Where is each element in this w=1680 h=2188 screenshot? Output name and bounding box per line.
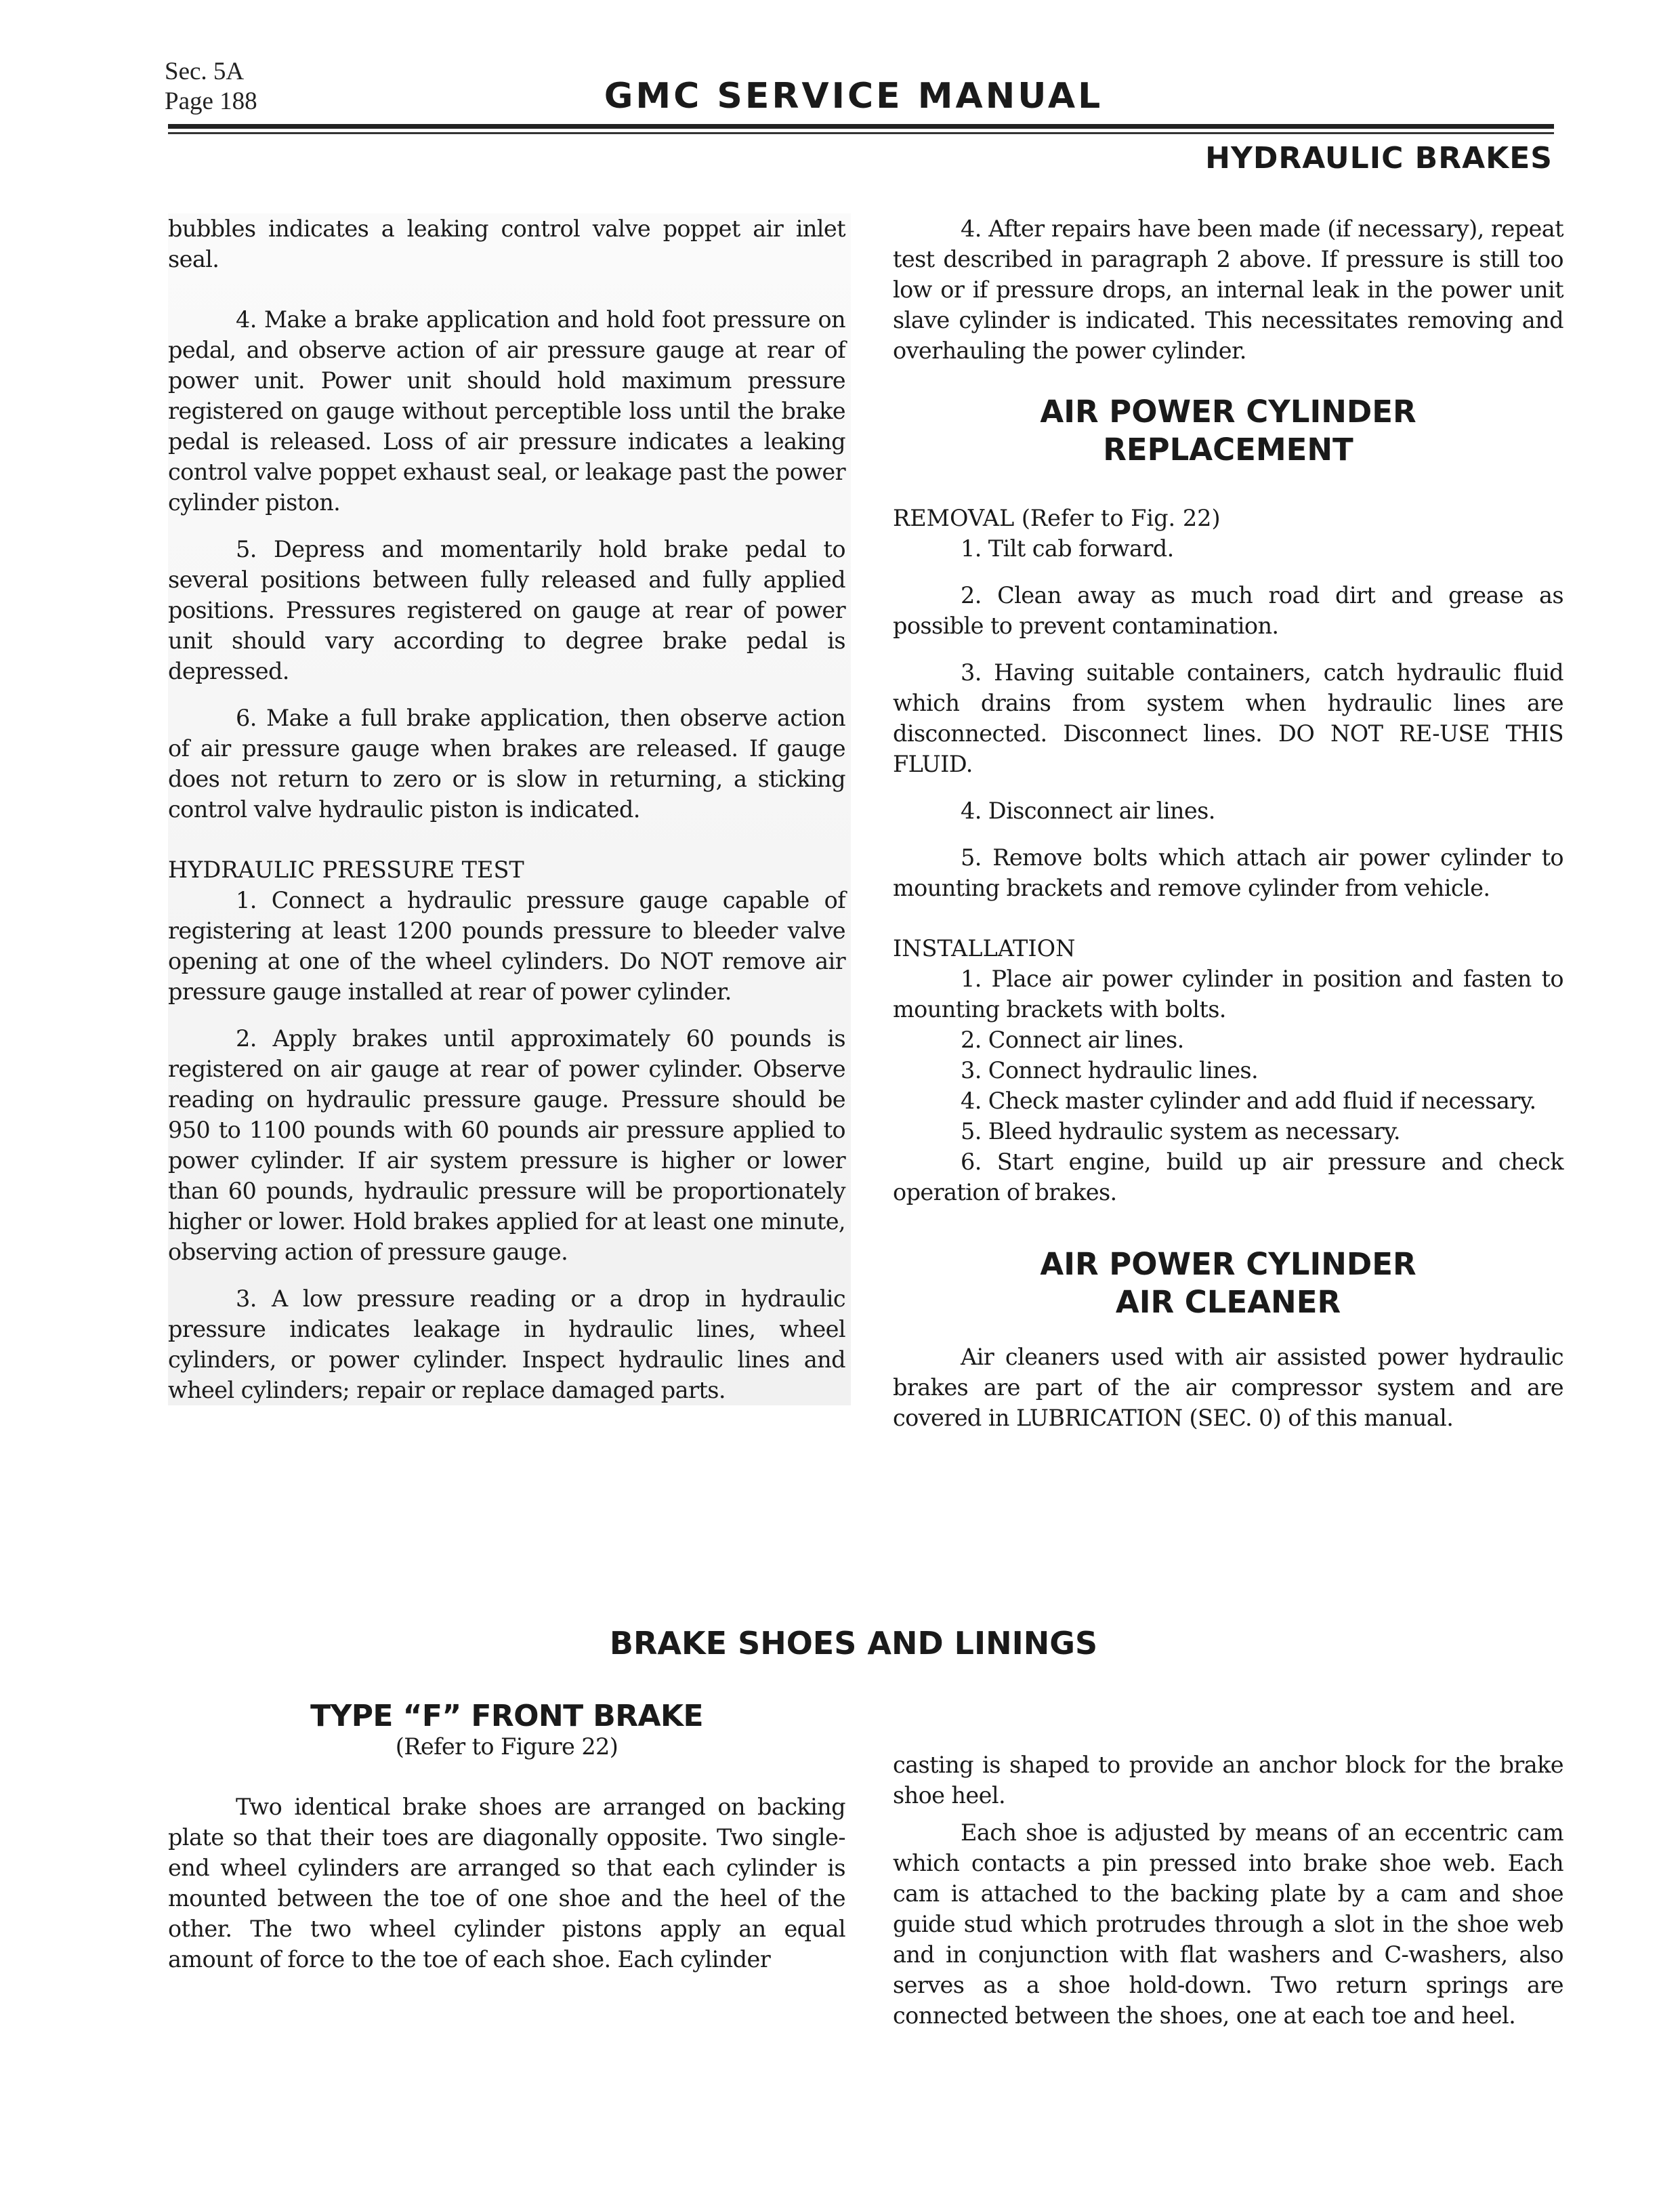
removal-step: 3. Having suitable containers, catch hydraulic fluid which drains from system when hydraulic lines are disconnected. Disconnect lines. DO NOT RE-USE THIS FLUID.	[893, 659, 1563, 777]
paragraph-step-5: 5. Depress and momentarily hold brake pedal to several positions between fully released and fully applied positions. Pressures registered on gauge at rear of power unit should vary according to degree brake pedal is depressed.	[168, 536, 845, 684]
right-column-top	[893, 213, 1563, 1449]
header-rule-thin	[168, 132, 1554, 134]
paragraph-continued: bubbles indicates a leaking control valve poppet air inlet seal.	[168, 215, 845, 272]
section-title: HYDRAULIC BRAKES	[1205, 141, 1553, 176]
left-column-bottom	[168, 1701, 845, 1991]
removal-heading: REMOVAL (Refer to Fig. 22)	[893, 505, 1221, 531]
installation-heading: INSTALLATION	[893, 935, 1076, 962]
hydraulic-step-1: 1. Connect a hydraulic pressure gauge capable of registering at least 1200 pounds pressure to bleeder valve opening at one of the wheel cylinders. Do NOT remove air pressure gauge installed at rear of power cylinder.	[168, 887, 845, 1005]
hydraulic-step-3: 3. A low pressure reading or a drop in hydraulic pressure indicates leakage in hydraulic lines, wheel cylinders, or power cylinder. Inspect hydraulic lines and wheel cylinders; repair or replace damaged parts.	[168, 1285, 845, 1403]
installation-step: 2. Connect air lines.	[961, 1027, 1184, 1053]
brake-shoes-paragraph: Two identical brake shoes are arranged on backing plate so that their toes are diagonally opposite. Two single-end wheel cylinders are arranged so that each cylinder is mounted between the toe of one shoe and the heel of the other. The two wheel cylinder pistons apply an equal amount of force to the toe of each shoe. Each cylinder	[168, 1794, 845, 1973]
page-number: Page 188	[165, 87, 257, 115]
removal-step: 4. Disconnect air lines.	[961, 798, 1215, 824]
removal-step: 1. Tilt cab forward.	[961, 535, 1174, 562]
type-f-front-brake-heading: TYPE “F” FRONT BRAKE	[310, 1699, 703, 1733]
installation-step: 4. Check master cylinder and add fluid if necessary.	[961, 1088, 1536, 1114]
manual-title: GMC SERVICE MANUAL	[604, 76, 1104, 117]
paragraph-step-4: 4. Make a brake application and hold foot pressure on pedal, and observe action of air pressure gauge at rear of power unit. Power unit should hold maximum pressure registered on gauge without perceptible loss until the brake pedal is released. Loss of air pressure indicates a leaking control valve poppet exhaust seal, or leakage past the power cylinder piston.	[168, 306, 845, 516]
removal-step: 5. Remove bolts which attach air power cylinder to mounting brackets and remove cylinder from vehicle.	[893, 844, 1563, 901]
brake-shoes-and-linings-heading: BRAKE SHOES AND LININGS	[609, 1625, 1098, 1661]
installation-step: 5. Bleed hydraulic system as necessary.	[961, 1118, 1400, 1144]
section-number: Sec. 5A	[165, 58, 245, 85]
right-column-bottom	[893, 1750, 1563, 2047]
air-power-cylinder-air-cleaner-heading: AIR POWER CYLINDER AIR CLEANER	[1040, 1246, 1416, 1320]
header-rule-thick	[168, 124, 1554, 129]
paragraph-step-4-repairs: 4. After repairs have been made (if necessary), repeat test described in paragraph 2 above. If pressure is still too low or if pressure drops, an internal leak in the power unit slave cylinder is indicated. This necessitates removing and overhauling the power cylinder.	[893, 215, 1563, 364]
air-power-cylinder-replacement-heading: AIR POWER CYLINDER REPLACEMENT	[1040, 394, 1416, 468]
left-column-top	[168, 213, 851, 1405]
figure-reference: (Refer to Figure 22)	[395, 1733, 618, 1760]
installation-step: 1. Place air power cylinder in position and fasten to mounting brackets with bolts.	[893, 966, 1563, 1023]
removal-step: 2. Clean away as much road dirt and grease as possible to prevent contamination.	[893, 582, 1563, 639]
installation-step: 3. Connect hydraulic lines.	[961, 1057, 1259, 1083]
installation-step: 6. Start engine, build up air pressure and check operation of brakes.	[893, 1149, 1563, 1205]
air-cleaner-paragraph: Air cleaners used with air assisted power hydraulic brakes are part of the air compressor system and are covered in LUBRICATION (SEC. 0) of this manual.	[893, 1344, 1563, 1431]
hydraulic-pressure-test-heading: HYDRAULIC PRESSURE TEST	[168, 856, 524, 883]
paragraph-step-6: 6. Make a full brake application, then observe action of air pressure gauge when brakes are released. If gauge does not return to zero or is slow in returning, a sticking control valve hydraulic piston is indicated.	[168, 705, 845, 823]
casting-paragraph: casting is shaped to provide an anchor block for the brake shoe heel.	[893, 1752, 1563, 1809]
hydraulic-step-2: 2. Apply brakes until approximately 60 pounds is registered on air gauge at rear of power cylinder. Observe reading on hydraulic pressure gauge. Pressure should be 950 to 1100 pounds with 60 pounds air pressure applied to power cylinder. If air system pressure is higher or lower than 60 pounds, hydraulic pressure will be proportionately higher or lower. Hold brakes applied for at least one minute, observing action of pressure gauge.	[168, 1025, 845, 1265]
shoe-adjustment-paragraph: Each shoe is adjusted by means of an eccentric cam which contacts a pin pressed into brake shoe web. Each cam is attached to the backing plate by a cam and shoe guide stud which protrudes through a slot in the shoe web and in conjunction with flat washers and C-washers, also serves as a shoe hold-down. Two return springs are connected between the shoes, one at each toe and heel.	[893, 1819, 1563, 2029]
